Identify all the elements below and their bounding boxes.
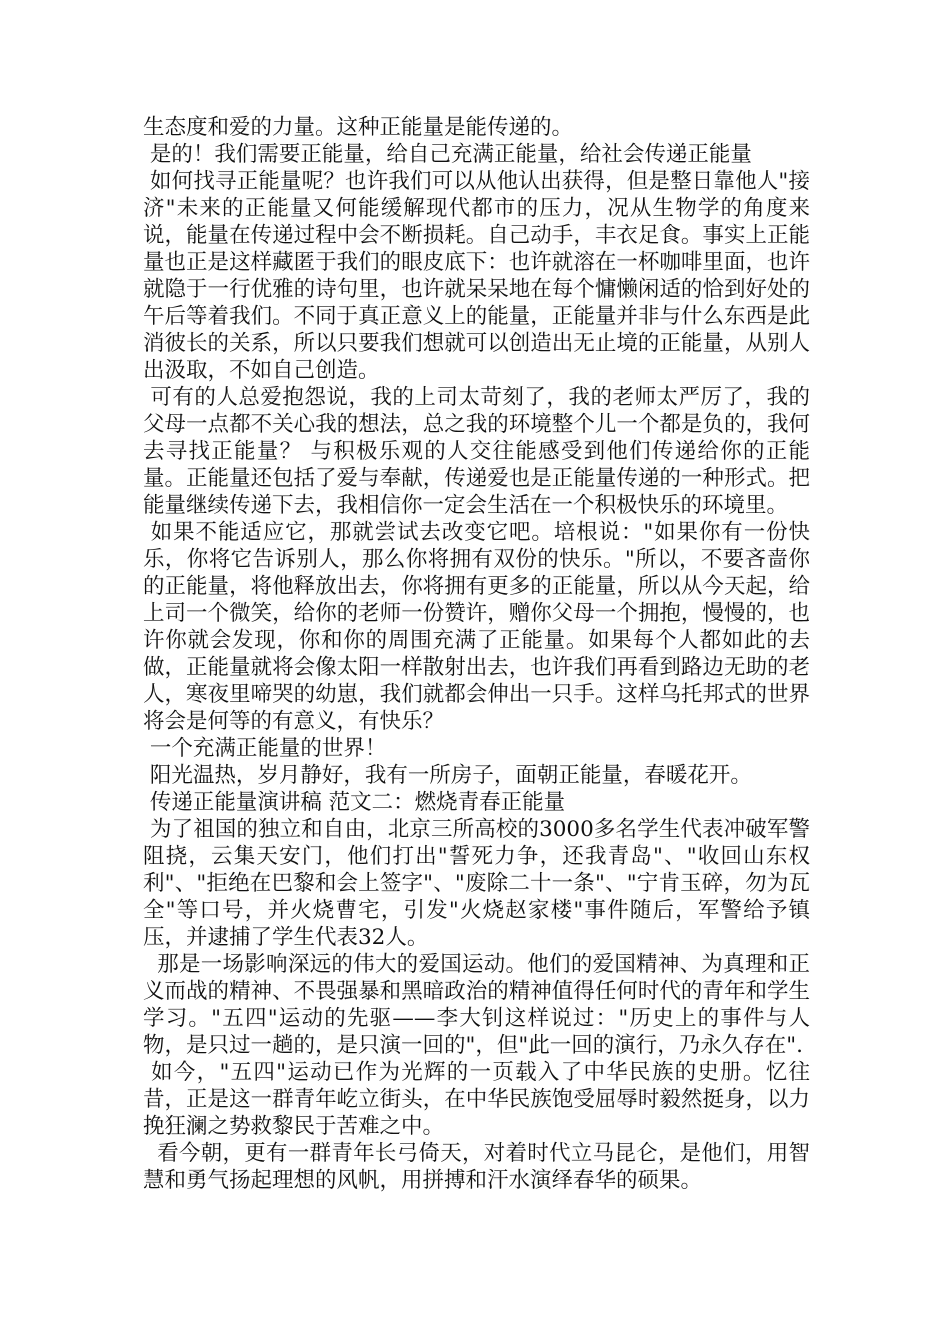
document-body [143, 114, 810, 1194]
paragraph: 如今，"五四"运动已作为光辉的一页载入了中华民族的史册。忆往昔，正是这一群青年屹立街头，在中华民族饱受屈辱时毅然挺身，以力挽狂澜之势救黎民于苦难之中。 [143, 1060, 810, 1139]
paragraph: 如果不能适应它，那就尝试去改变它吧。培根说："如果你有一份快乐，你将它告诉别人，那么你将拥有双份的快乐。"所以，不要吝啬你的正能量，将他释放出去，你将拥有更多的正能量，所以从今天起，给上司一个微笑，给你的老师一份赞许，赠你父母一个拥抱，慢慢的，也许你就会发现，你和你的周围充满了正能量。如果每个人都如此的去做，正能量就将会像太阳一样散射出去，也许我们再看到路边无助的老人，寒夜里啼哭的幼崽，我们就都会伸出一只手。这样乌托邦式的世界将会是何等的有意义，有快乐？ [143, 520, 810, 734]
paragraph: 看今朝，更有一群青年长弓倚天，对着时代立马昆仑，是他们，用智慧和勇气扬起理想的风帆，用拼搏和汗水演绎春华的硕果。 [143, 1141, 810, 1193]
paragraph: 那是一场影响深远的伟大的爱国运动。他们的爱国精神、为真理和正义而战的精神、不畏强暴和黑暗政治的精神值得任何时代的青年和学生学习。"五四"运动的先驱——李大钊这样说过："历史上的事件与人物，是只过一趟的，是只演一回的"，但"此一回的演行，乃永久存在". [143, 952, 810, 1058]
paragraph: 如何找寻正能量呢？也许我们可以从他认出获得，但是整日靠他人"接济"未来的正能量又何能缓解现代都市的压力，况从生物学的角度来说，能量在传递过程中会不断损耗。自己动手，丰衣足食。事实上正能量也正是这样藏匿于我们的眼皮底下：也许就溶在一杯咖啡里面，也许就隐于一行优雅的诗句里，也许就呆呆地在每个慵懒闲适的恰到好处的午后等着我们。不同于真正意义上的能量，正能量并非与什么东西是此消彼长的关系，所以只要我们想就可以创造出无止境的正能量，从别人出汲取，不如自己创造。 [143, 169, 810, 383]
paragraph: 一个充满正能量的世界！ [143, 736, 387, 761]
paragraph: 生态度和爱的力量。这种正能量是能传递的。 [143, 115, 574, 140]
paragraph: 阳光温热，岁月静好，我有一所房子，面朝正能量，春暖花开。 [143, 763, 752, 788]
section-heading: 传递正能量演讲稿 范文二：燃烧青春正能量 [143, 790, 566, 815]
paragraph: 是的！我们需要正能量，给自己充满正能量，给社会传递正能量 [143, 142, 752, 167]
paragraph: 可有的人总爱抱怨说，我的上司太苛刻了，我的老师太严厉了，我的父母一点都不关心我的想法，总之我的环境整个儿一个都是负的，我何去寻找正能量？ 与积极乐观的人交往能感受到他们传递给你的正能量。正能量还包括了爱与奉献，传递爱也是正能量传递的一种形式。把能量继续传递下去，我相信你一定会生活在一个积极快乐的环境里。 [143, 385, 810, 518]
paragraph: 为了祖国的独立和自由，北京三所高校的3000多名学生代表冲破军警阻挠，云集天安门，他们打出"誓死力争，还我青岛"、"收回山东权利"、"拒绝在巴黎和会上签字"、"废除二十一条"、"宁肯玉碎，勿为瓦全"等口号，并火烧曹宅，引发"火烧赵家楼"事件随后，军警给予镇压，并逮捕了学生代表32人。 [143, 817, 810, 950]
